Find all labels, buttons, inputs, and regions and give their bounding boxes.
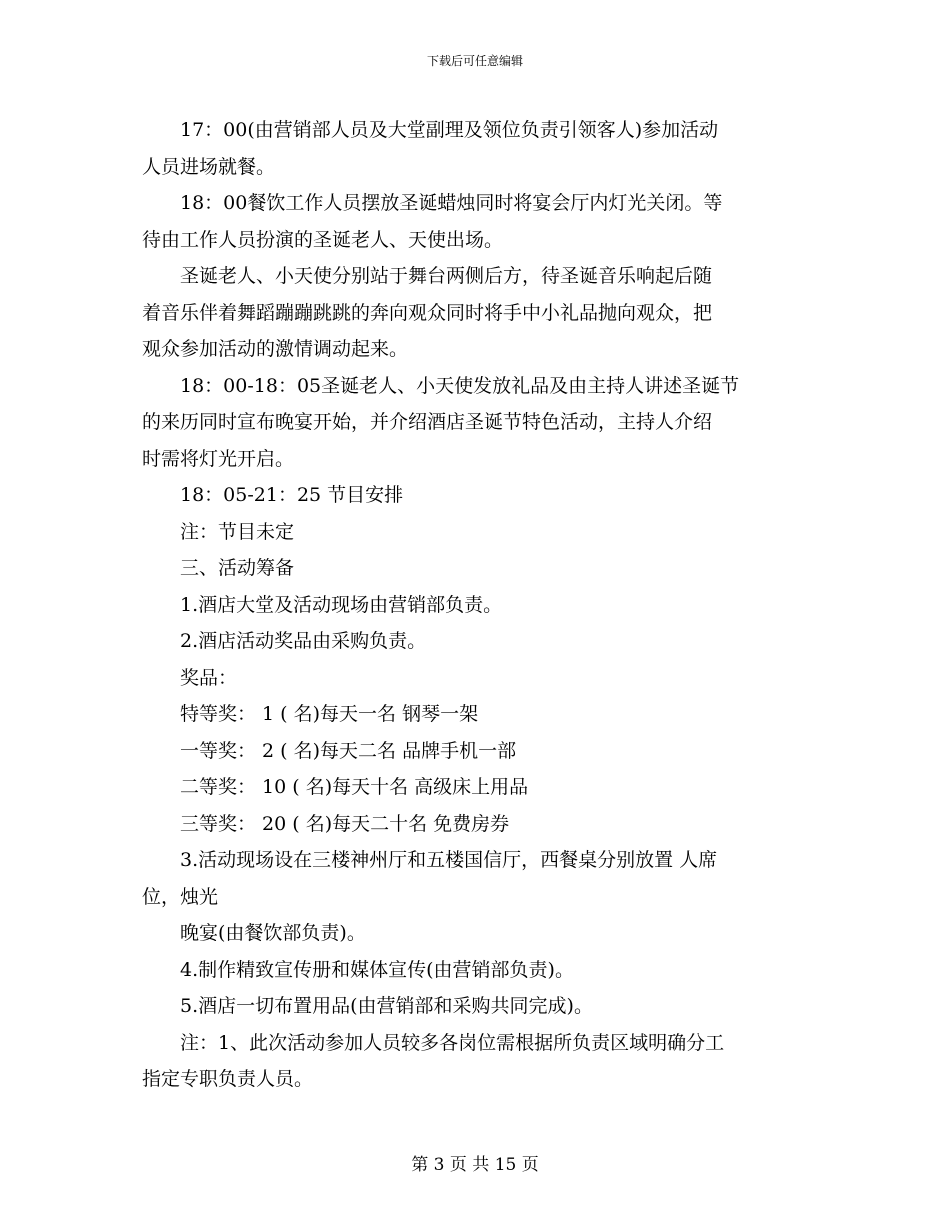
page-footer: 第 3 页 共 15 页 bbox=[411, 1155, 539, 1175]
prize-line: 三等奖： 20 ( 名)每天二十名 免费房券 bbox=[142, 812, 510, 835]
body-line: 4.制作精致宣传册和媒体宣传(由营销部负责)。 bbox=[142, 958, 574, 981]
body-line: 位，烛光 bbox=[142, 885, 219, 908]
body-line: 待由工作人员扮演的圣诞老人、天使出场。 bbox=[142, 228, 504, 251]
prize-line: 二等奖： 10 ( 名)每天十名 高级床上用品 bbox=[142, 776, 529, 798]
body-line: 指定专职负责人员。 bbox=[142, 1068, 314, 1090]
page-header: 下载后可任意编辑 bbox=[426, 54, 523, 68]
section-heading: 三、活动筹备 bbox=[142, 557, 295, 579]
body-line: 注：节目未定 bbox=[142, 520, 295, 543]
body-line: 的来历同时宣布晚宴开始，并介绍酒店圣诞节特色活动，主持人介绍 bbox=[142, 411, 713, 433]
body-line: 17：00(由营销部人员及大堂副理及领位负责引领客人)参加活动 bbox=[142, 119, 719, 141]
body-line: 时需将灯光开启。 bbox=[142, 447, 295, 470]
body-line: 奖品： bbox=[142, 666, 238, 689]
body-line: 注：1、此次活动参加人员较多各岗位需根据所负责区域明确分工 bbox=[142, 1031, 725, 1054]
body-line: 2.酒店活动奖品由采购负责。 bbox=[142, 630, 427, 652]
document-body bbox=[142, 112, 810, 1098]
body-line: 观众参加活动的激情调动起来。 bbox=[142, 338, 409, 360]
body-line: 1.酒店大堂及活动现场由营销部负责。 bbox=[142, 593, 503, 616]
body-line: 圣诞老人、小天使分别站于舞台两侧后方，待圣诞音乐响起后随 bbox=[142, 265, 713, 287]
body-line: 18：00-18：05圣诞老人、小天使发放礼品及由主持人讲述圣诞节 bbox=[142, 374, 740, 397]
body-line: 3.活动现场设在三楼神州厅和五楼国信厅，西餐桌分别放置 人席 bbox=[142, 849, 718, 871]
body-line: 人员进场就餐。 bbox=[142, 155, 276, 178]
prize-line: 一等奖： 2 ( 名)每天二名 品牌手机一部 bbox=[142, 739, 517, 762]
prize-line: 特等奖： 1 ( 名)每天一名 钢琴一架 bbox=[142, 703, 479, 725]
body-line: 晚宴(由餐饮部负责)。 bbox=[142, 922, 366, 944]
body-line: 18：00餐饮工作人员摆放圣诞蜡烛同时将宴会厅内灯光关闭。等 bbox=[142, 192, 723, 214]
body-line: 18：05-21：25 节目安排 bbox=[142, 484, 404, 506]
body-line: 5.酒店一切布置用品(由营销部和采购共同完成)。 bbox=[142, 995, 593, 1017]
body-line: 着音乐伴着舞蹈蹦蹦跳跳的奔向观众同时将手中小礼品抛向观众，把 bbox=[142, 301, 713, 324]
